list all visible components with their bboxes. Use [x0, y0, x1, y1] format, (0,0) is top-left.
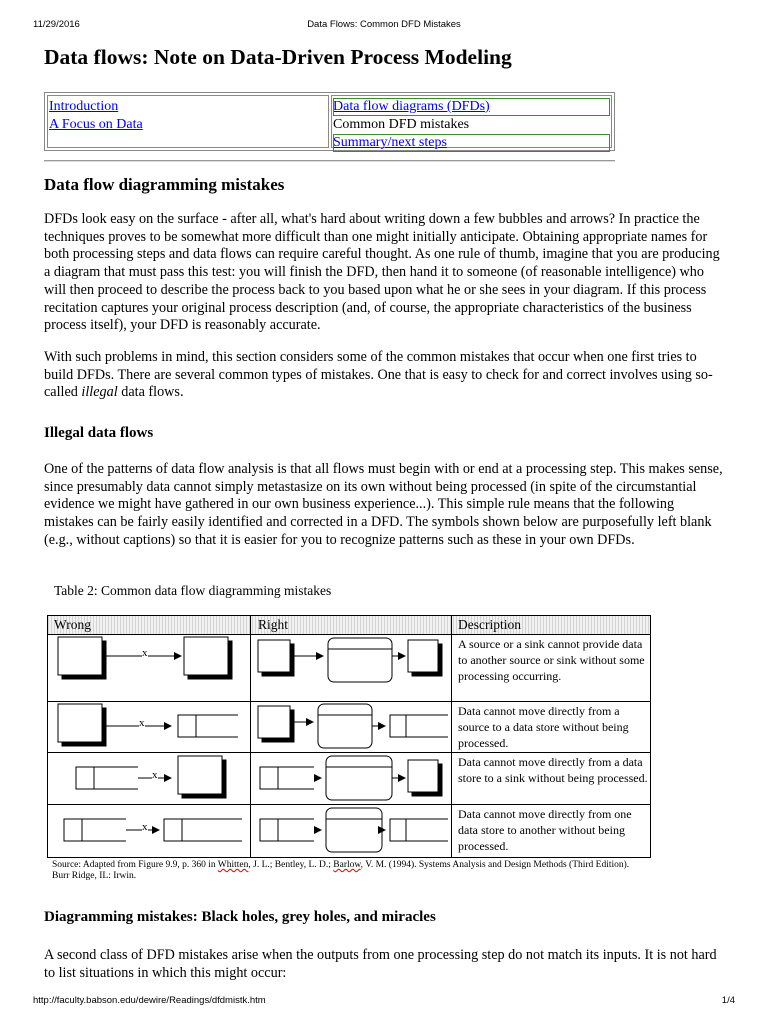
x-mark: x	[142, 821, 148, 833]
wrong-store-to-sink-diagram	[76, 756, 226, 798]
nav-link-summary[interactable]: Summary/next steps	[333, 134, 610, 152]
description-cell-1: A source or a sink cannot provide data to another source or sink without some processing occurring.	[458, 637, 645, 683]
table-caption: Table 2: Common data flow diagramming mistakes	[54, 583, 332, 598]
description-cell-3: Data cannot move directly from a data store to a sink without being processed.	[458, 755, 648, 785]
section-heading: Data flow diagramming mistakes	[44, 175, 285, 194]
illegal-emphasis: illegal	[81, 384, 118, 401]
right-store-process-sink-diagram	[260, 756, 442, 800]
right-source-process-store-diagram	[258, 704, 448, 748]
page-title: Data flows: Note on Data-Driven Process Modeling	[44, 45, 512, 69]
author-name: Barlow	[333, 860, 361, 870]
paragraph-illegal-flows: One of the patterns of data flow analysis is that all flows must begin with or end at a processing step. This makes sense, since presumably data cannot simply metastasize on its own without being processed (in spite of the circumstantial evidence we might have gathered in our own business experience...). This simple rule means that the following mistakes can be fairly easily identified and corrected in a DFD. The symbols shown below are purposefully left blank (e.g., without captions) so that it is easier for you to recognize patterns such as these in your own DFDs.	[44, 461, 723, 548]
page-url: http://faculty.babson.edu/dewire/Readings/dfdmistk.htm	[33, 995, 266, 1006]
horizontal-rule	[44, 160, 615, 162]
description-cell-4: Data cannot move directly from one data store to another without being processed.	[458, 807, 632, 853]
nav-link-introduction[interactable]: Introduction	[49, 99, 119, 114]
paragraph-second-class: A second class of DFD mistakes arise when the outputs from one processing step do not match its inputs. It is not hard to list situations in which this might occur:	[44, 947, 717, 981]
right-store-process-store-diagram	[260, 808, 448, 852]
source-text: , V. M. (1994). Systems Analysis and Design Methods (Third Edition). Burr Ridge, IL: Irwin.	[52, 860, 630, 881]
x-mark: x	[152, 769, 158, 781]
nav-link-dfds[interactable]: Data flow diagrams (DFDs)	[333, 98, 610, 116]
header-wrong: Wrong	[54, 617, 91, 632]
dfd-diagrams	[48, 616, 451, 859]
wrong-source-to-store-diagram	[58, 704, 238, 746]
nav-table	[44, 92, 615, 151]
print-page-title: Data Flows: Common DFD Mistakes	[307, 19, 461, 30]
x-mark: x	[142, 647, 148, 659]
wrong-store-to-store-diagram	[64, 819, 242, 841]
black-holes-heading: Diagramming mistakes: Black holes, grey holes, and miracles	[44, 909, 436, 925]
nav-right-cell	[331, 95, 612, 148]
header-right: Right	[258, 617, 289, 632]
nav-current-page: Common DFD mistakes	[333, 117, 470, 132]
paragraph-intro: DFDs look easy on the surface - after all, what's hard about writing down a few bubbles and arrows? In practice the techniques proves to be somewhat more difficult than one might initially anticipate. Obtaining appropriate names for both processing steps and data flows can require careful thought. As one rule of thumb, imagine that you are producing a diagram that must pass this test: you will finish the DFD, then hand it to someone (of reasonable intelligence) who will then proceed to describe the process back to you based upon what he or she sees in your diagram. If this process recitation captures your original process description (and, of course, the appropriate characteristics of the business process itself), your DFD is reasonably accurate.	[44, 211, 720, 334]
print-header	[33, 19, 735, 33]
nav-left-cell	[47, 95, 329, 148]
column-divider	[451, 616, 452, 857]
source-text: Source: Adapted from Figure 9.9, p. 360 in	[52, 860, 218, 870]
print-footer	[33, 995, 735, 1009]
page-number: 1/4	[721, 995, 735, 1006]
mistakes-table	[47, 615, 651, 858]
table-source-note	[52, 860, 632, 882]
description-cell-2: Data cannot move directly from a source to a data store without being processed.	[458, 704, 629, 750]
illegal-flows-heading: Illegal data flows	[44, 425, 154, 441]
source-text: , J. L.; Bentley, L. D.;	[248, 860, 334, 870]
paragraph-mistakes	[44, 349, 724, 402]
x-mark: x	[139, 717, 145, 729]
paragraph-mistakes-text: With such problems in mind, this section considers some of the common mistakes that occur when one first tries to build DFDs. There are several common types of mistakes. One that is easy to check for and correct involves using so-called	[44, 349, 713, 401]
paragraph-mistakes-end: data flows.	[117, 384, 184, 401]
header-description: Description	[458, 617, 521, 632]
print-date: 11/29/2016	[33, 19, 80, 30]
nav-link-focus-on-data[interactable]: A Focus on Data	[49, 117, 143, 132]
right-source-process-sink-diagram	[258, 638, 442, 682]
author-name: Whitten	[217, 860, 249, 870]
